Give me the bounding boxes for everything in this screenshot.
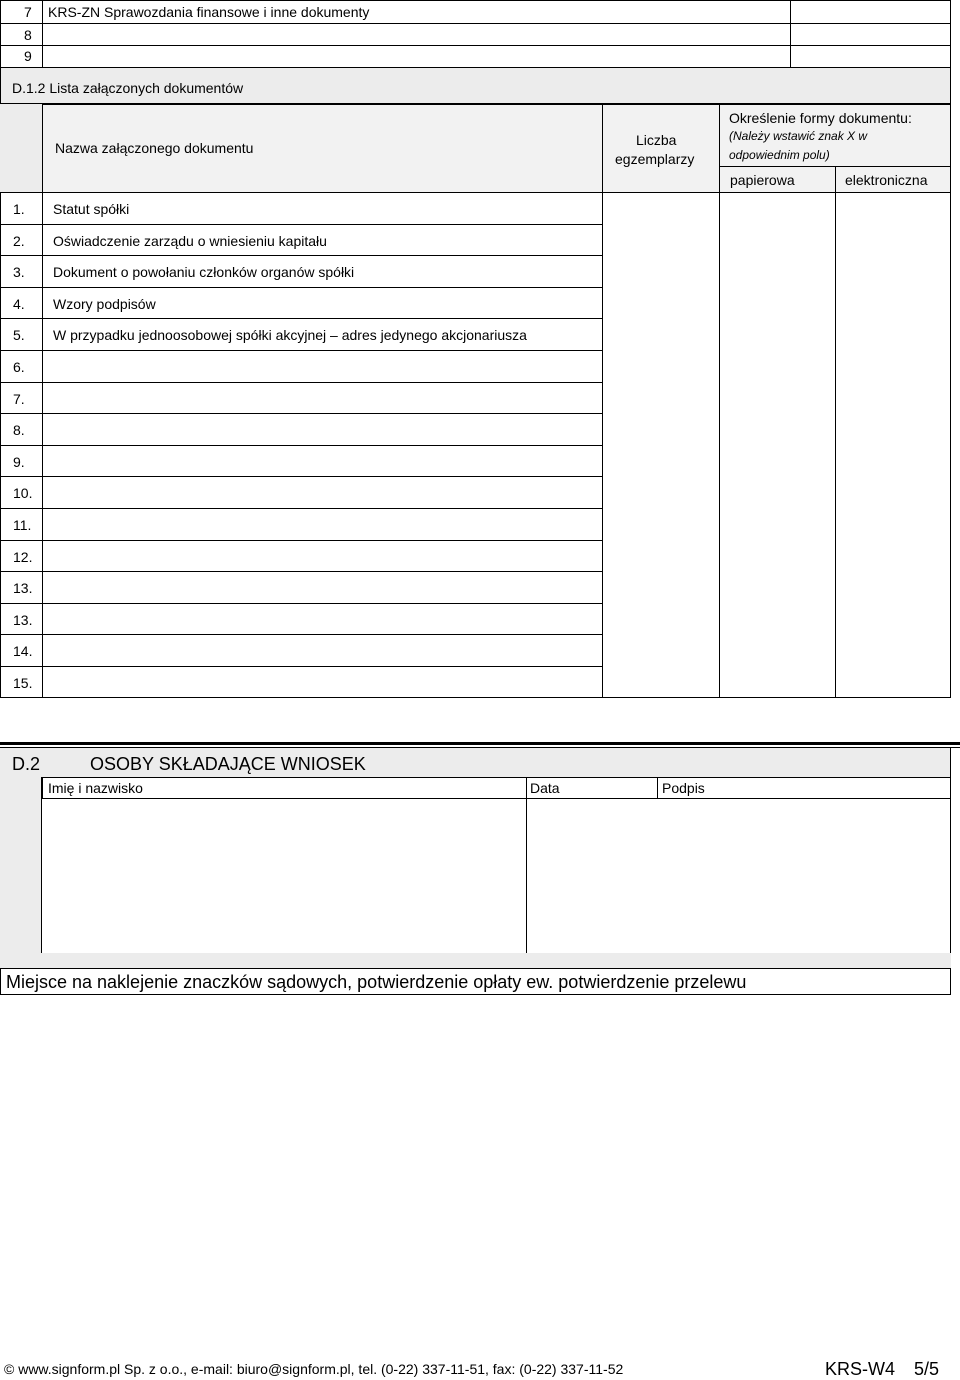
document-row-count-field[interactable] [603,508,719,540]
footer-copyright: © www.signform.pl Sp. z o.o., e-mail: biuro@signform.pl, tel. (0-22) 337-11-51, fax: (0-22) 337-11-52 [4,1361,624,1377]
document-row-paper-checkbox[interactable] [720,603,835,635]
document-row-count-field[interactable] [603,192,719,224]
document-row-count-field[interactable] [603,350,719,382]
document-row-electronic-checkbox[interactable] [836,413,950,445]
document-row [0,508,951,540]
document-row-count-field[interactable] [603,224,719,256]
document-row-number: 15. [13,675,33,691]
document-row-paper-checkbox[interactable] [720,634,835,666]
document-row-paper-checkbox[interactable] [720,666,835,698]
document-row-paper-checkbox[interactable] [720,508,835,540]
document-row-name: Dokument o powołaniu członków organów spółki [53,264,355,280]
applicant-date-field[interactable] [527,799,657,953]
document-row-paper-checkbox[interactable] [720,540,835,572]
document-row-paper-checkbox[interactable] [720,476,835,508]
top-rows-table [0,0,951,68]
stamp-box-label: Miejsce na naklejenie znaczków sądowych, potwierdzenie opłaty ew. potwierdzenie przelewu [6,972,747,992]
section-d12-title: D.1.2 Lista załączonych dokumentów [12,80,244,96]
applicant-name-field[interactable] [43,799,526,953]
document-row-number: 2. [13,233,25,249]
document-row-electronic-checkbox[interactable] [836,192,950,224]
document-row-number: 3. [13,264,25,280]
document-row-count-field[interactable] [603,255,719,287]
document-row [0,634,951,666]
document-row-paper-checkbox[interactable] [720,318,835,350]
document-row-count-field[interactable] [603,571,719,603]
document-row [0,603,951,635]
section-d12 [0,68,951,698]
column-header-form-note-line2: odpowiednim polu) [729,148,830,162]
document-row-electronic-checkbox[interactable] [836,476,950,508]
document-row-electronic-checkbox[interactable] [836,571,950,603]
document-row-count-field[interactable] [603,476,719,508]
document-row [0,287,951,319]
document-row [0,350,951,382]
document-row-paper-checkbox[interactable] [720,571,835,603]
document-row-count-field[interactable] [603,287,719,319]
document-row-count-field[interactable] [603,634,719,666]
document-row-number: 11. [13,517,32,533]
applicant-signature-field[interactable] [658,799,950,953]
section-d2-title: OSOBY SKŁADAJĄCE WNIOSEK [90,754,366,774]
document-row-name: Statut spółki [53,201,130,217]
document-row-electronic-checkbox[interactable] [836,350,950,382]
document-row-electronic-checkbox[interactable] [836,634,950,666]
document-row-number: 14. [13,643,33,659]
document-row-number: 7. [13,391,25,407]
applicants-header-row [42,777,951,799]
document-row [0,382,951,414]
document-row-electronic-checkbox[interactable] [836,287,950,319]
applicants-col-signature: Podpis [662,780,705,796]
document-row [0,224,951,256]
document-row-paper-checkbox[interactable] [720,445,835,477]
column-header-count-line1: Liczba [636,132,677,148]
document-row [0,476,951,508]
document-row-count-field[interactable] [603,666,719,698]
document-row-electronic-checkbox[interactable] [836,666,950,698]
column-header-document-name: Nazwa załączonego dokumentu [55,140,254,156]
section-separator [0,742,960,745]
document-row-electronic-checkbox[interactable] [836,318,950,350]
document-row [0,571,951,603]
document-row-count-field[interactable] [603,382,719,414]
document-row-electronic-checkbox[interactable] [836,382,950,414]
document-row-count-field[interactable] [603,540,719,572]
document-row-paper-checkbox[interactable] [720,192,835,224]
document-row-paper-checkbox[interactable] [720,255,835,287]
document-row [0,192,951,224]
document-row-count-field[interactable] [603,445,719,477]
document-row-number: 8. [13,422,25,438]
column-header-form-title: Określenie formy dokumentu: [729,110,912,126]
column-header-form-note-line1: (Należy wstawić znak X w [729,129,868,143]
document-row-paper-checkbox[interactable] [720,350,835,382]
document-row-count-field[interactable] [603,413,719,445]
document-row-electronic-checkbox[interactable] [836,224,950,256]
document-row-number: 10. [13,485,33,501]
footer-page-number: 5/5 [914,1359,940,1379]
document-row-paper-checkbox[interactable] [720,413,835,445]
document-row-number: 12. [13,549,33,565]
footer-form-code: KRS-W4 [825,1359,896,1379]
document-row-number: 13. [13,612,33,628]
document-row-count-field[interactable] [603,318,719,350]
document-row-number: 9. [13,454,25,470]
column-header-count-line2: egzemplarzy [615,151,695,167]
section-d2-code: D.2 [12,754,41,774]
document-row-number: 4. [13,296,25,312]
document-row-electronic-checkbox[interactable] [836,255,950,287]
column-header-electronic: elektroniczna [845,172,928,188]
top-row-7-text: KRS-ZN Sprawozdania finansowe i inne dokumenty [48,4,370,20]
document-row-number: 5. [13,327,25,343]
document-row [0,540,951,572]
document-row [0,255,951,287]
document-row-electronic-checkbox[interactable] [836,603,950,635]
document-row-number: 1. [13,201,25,217]
document-row-electronic-checkbox[interactable] [836,445,950,477]
stamp-box-top-band [0,953,951,968]
column-header-paper: papierowa [730,172,795,188]
document-row [0,318,951,350]
document-row [0,413,951,445]
document-row [0,445,951,477]
document-row-paper-checkbox[interactable] [720,287,835,319]
document-row-count-field[interactable] [603,603,719,635]
applicants-col-name: Imię i nazwisko [48,780,143,796]
top-row-8-number: 8 [24,27,32,43]
document-row-paper-checkbox[interactable] [720,382,835,414]
top-row-7-number: 7 [24,4,32,20]
document-row-name: Oświadczenie zarządu o wniesieniu kapitału [53,233,327,249]
top-row-9-number: 9 [24,48,32,64]
document-row-paper-checkbox[interactable] [720,224,835,256]
document-row [0,666,951,698]
document-row-electronic-checkbox[interactable] [836,540,950,572]
section-d2 [0,748,951,953]
document-row-name: W przypadku jednoosobowej spółki akcyjnej – adres jedynego akcjonariusza [53,327,527,343]
applicants-col-date: Data [530,780,560,796]
document-row-number: 13. [13,580,33,596]
document-row-number: 6. [13,359,25,375]
document-row-name: Wzory podpisów [53,296,156,312]
document-row-electronic-checkbox[interactable] [836,508,950,540]
